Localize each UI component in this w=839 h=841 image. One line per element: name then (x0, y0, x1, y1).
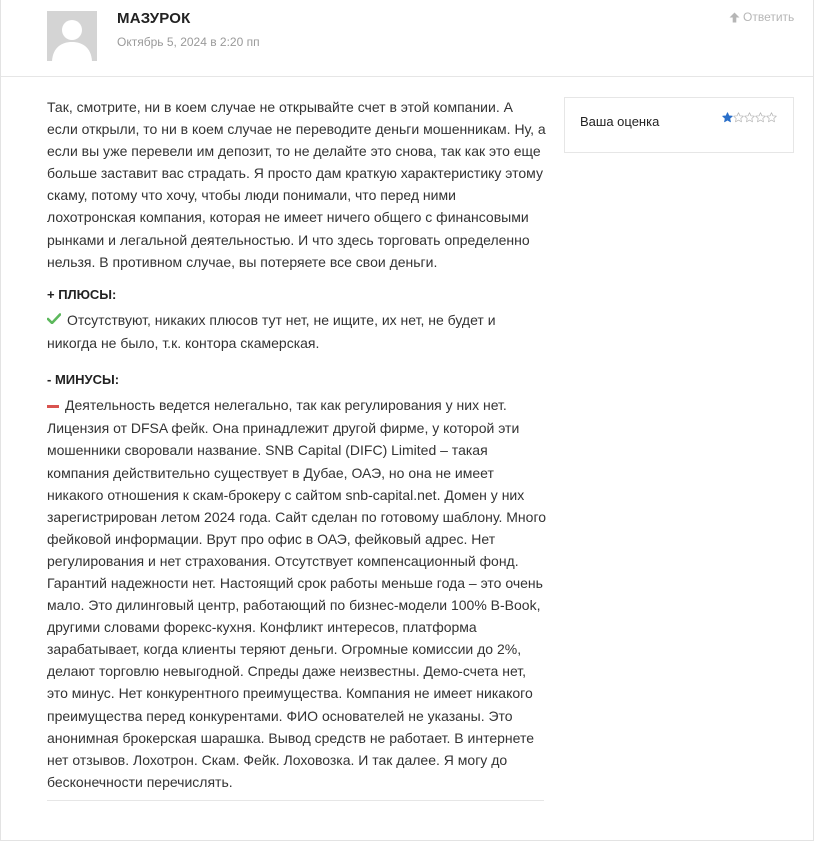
pros-text: Отсутствуют, никаких плюсов тут нет, не ищите, их нет, не будет и никогда не было, т.к. контора скамерская. (47, 312, 496, 352)
comment-body (47, 96, 547, 273)
cons-title: - МИНУСЫ: (47, 372, 120, 387)
star-icon[interactable] (766, 112, 777, 123)
comment-header (1, 0, 813, 77)
star-icon[interactable] (722, 112, 733, 123)
arrow-up-icon (729, 12, 740, 23)
pros-section (47, 309, 547, 354)
star-icon[interactable] (744, 112, 755, 123)
cons-section (47, 394, 547, 793)
user-avatar-icon (47, 11, 97, 61)
divider (47, 800, 544, 801)
star-icon[interactable] (755, 112, 766, 123)
reply-label: Ответить (743, 10, 795, 24)
pros-title: + ПЛЮСЫ: (47, 287, 117, 302)
star-icon[interactable] (733, 112, 744, 123)
rating-box (564, 97, 794, 153)
comment-date[interactable]: Октябрь 5, 2024 в 2:20 пп (117, 35, 260, 49)
reply-button[interactable] (729, 10, 794, 24)
rating-stars[interactable] (722, 112, 777, 123)
comment-author: МАЗУРОК (117, 10, 191, 27)
cons-text: Деятельность ведется нелегально, так как регулирования у них нет. Лицензия от DFSA фейк. Она принадлежит другой фирме, у которой эти мошенники своровали название. SNB Capital (DIFC) Limited – такая компания действительно существует в Дубае, ОАЭ, но она не имеет никакого отношения к скам-брокеру с сайтом snb-capital.net. Домен у них зарегистрирован летом 2024 года. Сайт сделан по готовому шаблону. Много фейковой информации. Врут про офис в ОАЭ, фейковый адрес. Нет регулирования и нет страхования. Отсутствует компенсационный фонд. Гарантий надежности нет. Настоящий срок работы меньше года – это очень мало. Это дилинговый центр, работающий по бизнес-модели 100% B-Book, другими словами форекс-кухня. Конфликт интересов, платформа зарабатывает, когда клиенты теряют деньги. Огромные комиссии до 2%, делают торговлю невыгодной. Спреды даже неизвестны. Демо-счета нет, это минус. Нет конкурентного преимущества. Компания не имеет никакого преимущества перед конкурентами. ФИО основателей не указаны. Это анонимная брокерская шарашка. Вывод средств не работает. В интернете нет отзывов. Лохотрон. Скам. Фейк. Лоховозка. И так далее. Я могу до бесконечности перечислять. (47, 397, 547, 790)
comment-text: Так, смотрите, ни в коем случае не открывайте счет в этой компании. А если открыли, то ни в коем случае не переводите деньги мошенникам. Ну, а если вы уже перевели им депозит, то не делайте это снова, так как это еще больше заставит вас страдать. Я просто дам краткую характеристику этому скаму, потому что хочу, чтобы люди понимали, что перед ними лохотронская компания, которая не имеет ничего общего с финансовыми рынками и легальной деятельностью. И что здесь торговать определенно нельзя. В противном случае, вы потеряете все свои деньги. (47, 99, 546, 270)
minus-icon (47, 393, 59, 415)
rating-label: Ваша оценка (580, 114, 660, 129)
checkmark-icon (47, 308, 61, 330)
